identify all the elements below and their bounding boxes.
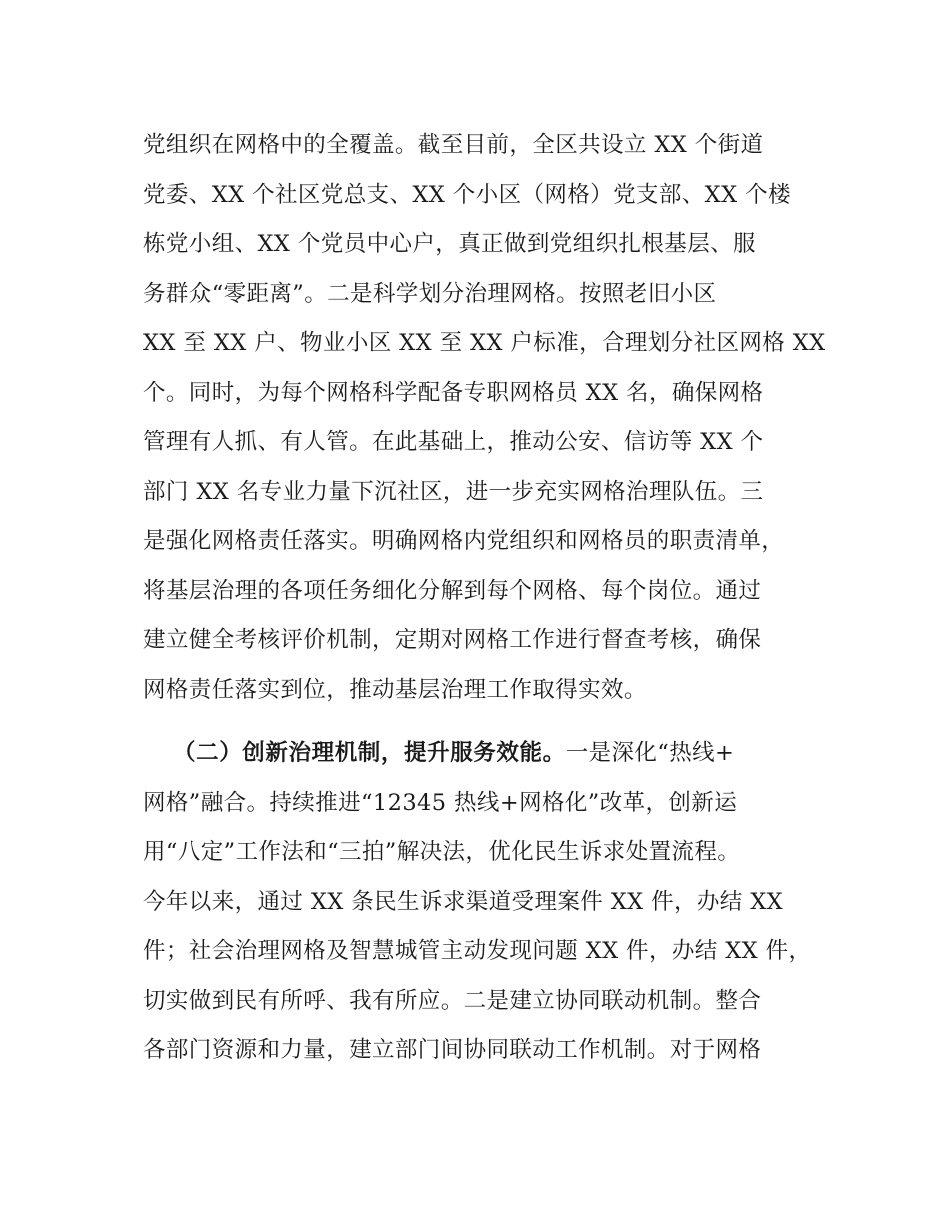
paragraph-governance-mechanism (143, 729, 813, 1076)
paragraph-grid-coverage (143, 121, 826, 715)
paragraph-line: 务群众“零距离”。二是科学划分治理网格。按照老旧小区 (143, 280, 717, 307)
paragraph-line: 建立健全考核评价机制，定期对网格工作进行督查考核，确保 (143, 627, 762, 653)
paragraph-line: 网格责任落实到位，推动基层治理工作取得实效。 (143, 676, 647, 703)
paragraph-line: 部门 XX 名专业力量下沉社区，进一步充实网格治理队伍。三 (143, 478, 764, 505)
paragraph-line: 切实做到民有所呼、我有所应。二是建立协同联动机制。整合 (143, 987, 762, 1014)
paragraph-line: 是强化网格责任落实。明确网格内党组织和网格员的职责清单， (143, 528, 785, 554)
paragraph-line: 党组织在网格中的全覆盖。截至目前，全区共设立 XX 个街道 (143, 132, 764, 158)
paragraph-line: XX 至 XX 户、物业小区 XX 至 XX 户标准，合理划分社区网格 XX (143, 330, 826, 356)
paragraph-line: 各部门资源和力量，建立部门间协同联动工作机制。对于网格 (143, 1037, 762, 1063)
paragraph-line: 将基层治理的各项任务细化分解到每个网格、每个岗位。通过 (143, 577, 762, 604)
paragraph-line: 用“八定”工作法和“三拍”解决法，优化民生诉求处置流程。 (143, 839, 741, 865)
paragraph-line: 党委、XX 个社区党总支、XX 个小区（网格）党支部、XX 个楼 (143, 181, 791, 208)
paragraph-line: 管理有人抓、有人管。在此基础上，推动公安、信访等 XX 个 (143, 429, 764, 455)
paragraph-line: 今年以来，通过 XX 条民生诉求渠道受理案件 XX 件，办结 XX (143, 888, 784, 915)
paragraph-line: 栋党小组、XX 个党员中心户，真正做到党组织扎根基层、服 (143, 231, 756, 257)
paragraph-line: 件；社会治理网格及智慧城管主动发现问题 XX 件，办结 XX 件， (143, 938, 812, 964)
paragraph-line: 网格”融合。持续推进“12345 热线+网格化”改革，创新运 (143, 789, 738, 816)
first-line-rest: 一是深化“热线+ (565, 740, 735, 766)
paragraph-first-line (143, 729, 813, 779)
section-heading: （二）创新治理机制，提升服务效能。 (173, 740, 566, 766)
paragraph-line: 个。同时，为每个网格科学配备专职网格员 XX 名，确保网格 (143, 379, 764, 406)
